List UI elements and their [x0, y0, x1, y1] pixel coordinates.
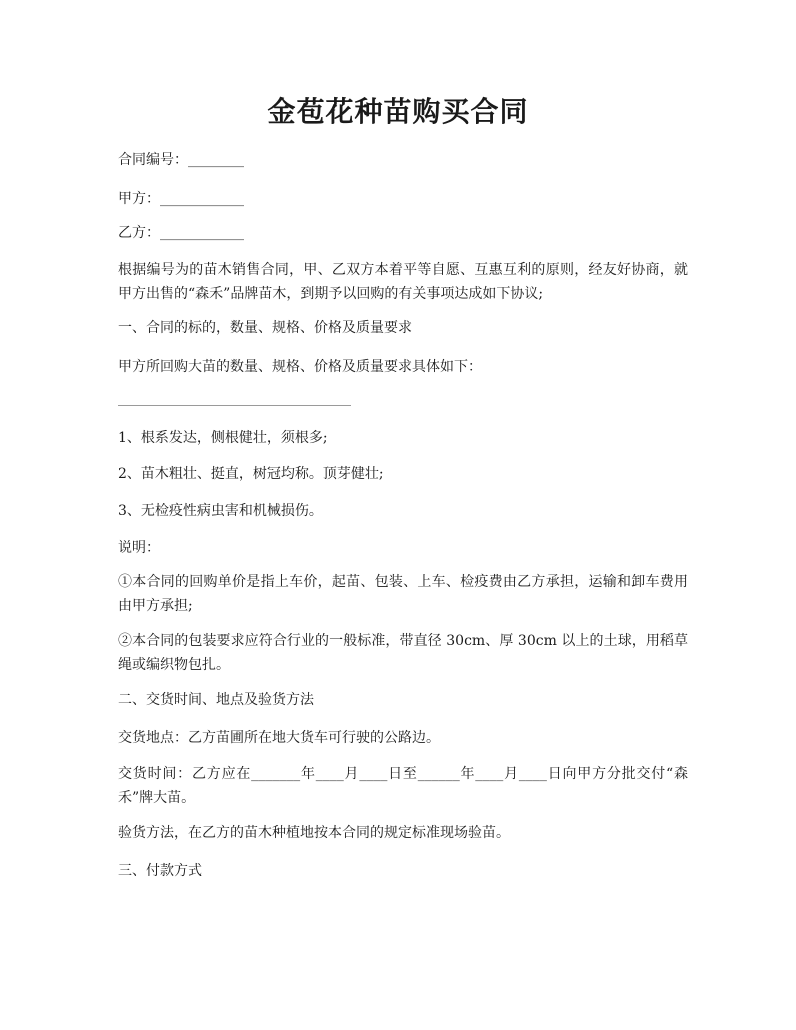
requirement-item: 1、根系发达，侧根健壮，须根多;	[118, 430, 328, 446]
document-title: 金苞花种苗购买合同	[267, 95, 529, 128]
contract-number-field: 合同编号：________	[118, 152, 244, 168]
party-b-field: 乙方：____________	[118, 225, 244, 241]
party-a-field: 甲方：____________	[118, 191, 244, 207]
section-1-heading: 一、合同的标的，数量、规格、价格及质量要求	[118, 320, 412, 336]
section-3-heading: 三、付款方式	[118, 863, 202, 879]
section-1-intro: 甲方所回购大苗的数量、规格、价格及质量要求具体如下：	[118, 359, 482, 375]
intro-paragraph: 根据编号为的苗木销售合同，甲、乙双方本着平等自愿、互惠互利的原则，经友好协商，就甲方出售的“森禾”品牌苗木，到期予以回购的有关事项达成如下协议;	[118, 262, 688, 302]
note-item: ①本合同的回购单价是指上车价，起苗、包装、上车、检疫费由乙方承担，运输和卸车费用由甲方承担;	[118, 574, 688, 614]
delivery-time: 交货时间：乙方应在_______年____月____日至______年____月____日向甲方分批交付“森禾”牌大苗。	[118, 766, 688, 806]
section-2-heading: 二、交货时间、地点及验货方法	[118, 692, 314, 708]
notes-label: 说明：	[118, 540, 160, 556]
delivery-place: 交货地点：乙方苗圃所在地大货车可行驶的公路边。	[118, 730, 440, 746]
requirement-item: 2、苗木粗壮、挺直，树冠均称。顶芽健壮;	[118, 466, 384, 482]
inspection-method: 验货方法，在乙方的苗木种植地按本合同的规定标准现场验苗。	[118, 825, 510, 841]
requirement-item: 3、无检疫性病虫害和机械损伤。	[118, 503, 323, 519]
table-placeholder-divider	[118, 405, 351, 406]
note-item: ②本合同的包装要求应符合行业的一般标准，带直径 30cm、厚 30cm 以上的土球，用稻草绳或编织物包扎。	[118, 633, 688, 673]
